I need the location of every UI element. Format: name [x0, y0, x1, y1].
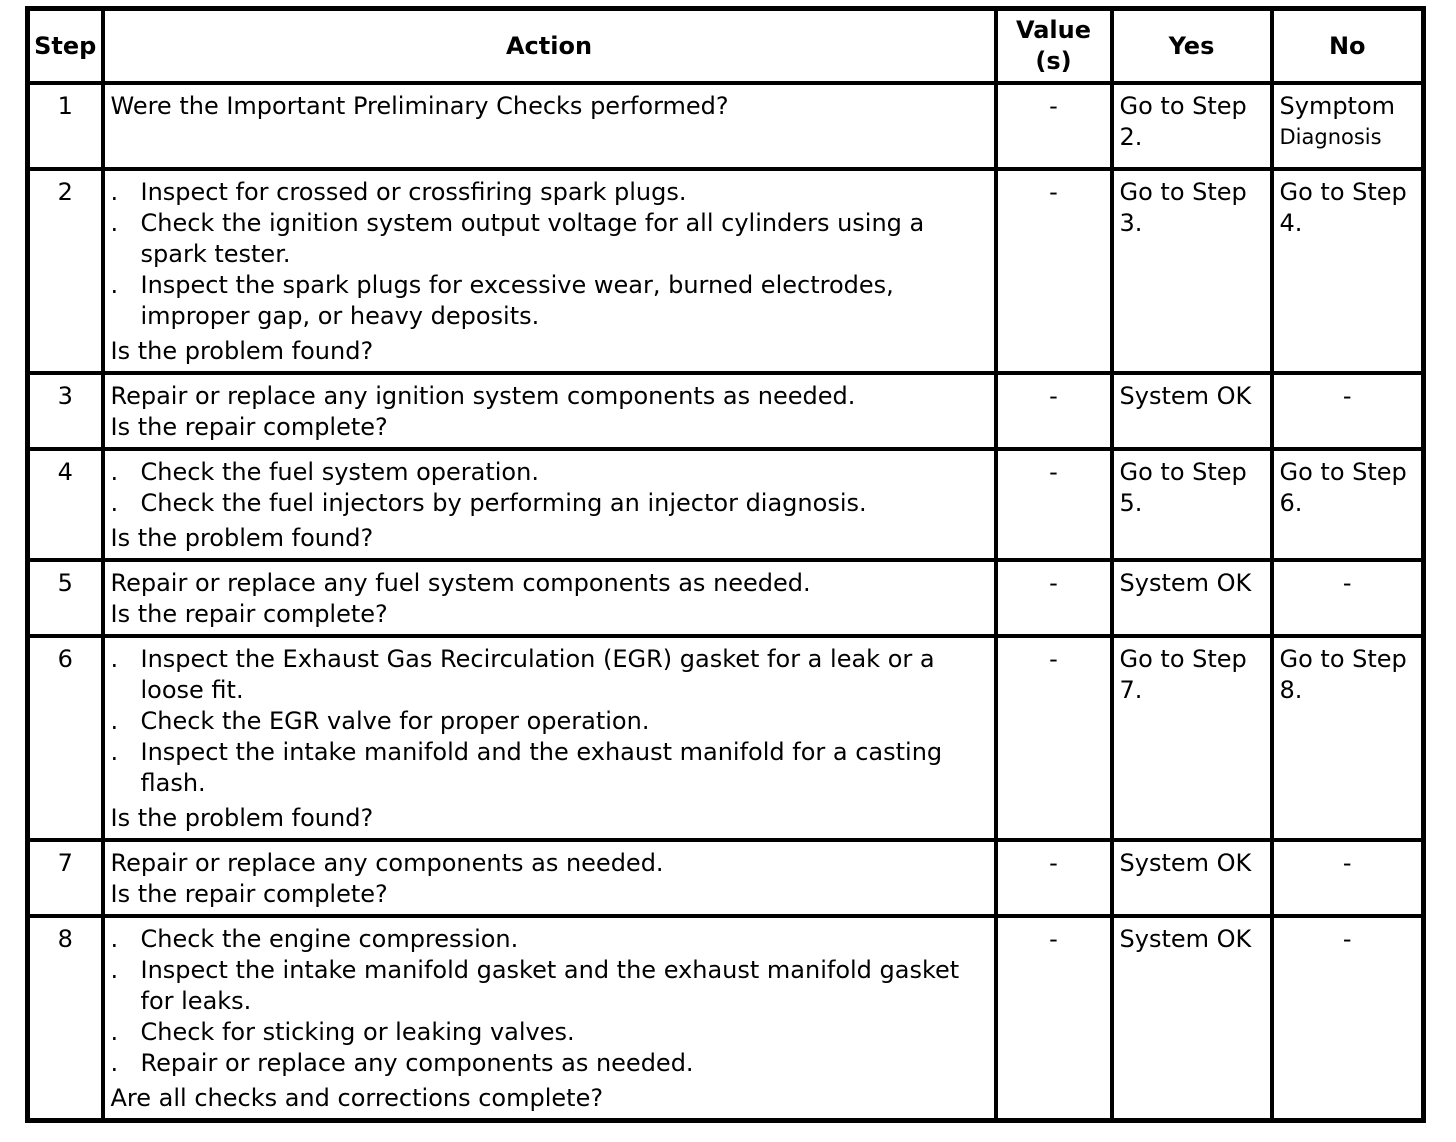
value-cell: -: [996, 373, 1112, 449]
no-cell: -: [1272, 840, 1424, 916]
action-text: Repair or replace any components as needed.: [110, 849, 664, 877]
value-cell: -: [996, 83, 1112, 169]
value-cell: -: [996, 840, 1112, 916]
table-row: [28, 840, 1424, 916]
action-cell: [103, 916, 996, 1121]
action-bullet: . Inspect for crossed or crossfiring spark plugs.: [110, 178, 687, 206]
no-cell: -: [1272, 560, 1424, 636]
table-row: [28, 373, 1424, 449]
no-cell: -: [1272, 373, 1424, 449]
action-bullet: . Check the ignition system output voltage for all cylinders using a spark tester.: [110, 209, 925, 268]
header-step: Step: [28, 9, 103, 84]
step-number: 1: [28, 83, 103, 169]
step-number: 2: [28, 169, 103, 373]
yes-cell: System OK: [1112, 840, 1272, 916]
action-bullet: . Check the EGR valve for proper operation.: [110, 707, 650, 735]
action-question: Are all checks and corrections complete?: [110, 1084, 604, 1112]
action-text: Repair or replace any ignition system components as needed.: [110, 382, 856, 410]
step-number: 4: [28, 449, 103, 560]
value-cell: -: [996, 560, 1112, 636]
action-question: Is the problem found?: [110, 337, 374, 365]
action-bullet: . Inspect the Exhaust Gas Recirculation (EGR) gasket for a leak or a loose fit.: [110, 645, 935, 704]
value-cell: -: [996, 449, 1112, 560]
action-bullet: . Inspect the intake manifold and the exhaust manifold for a casting flash.: [110, 738, 943, 797]
value-cell: -: [996, 169, 1112, 373]
step-number: 6: [28, 636, 103, 840]
action-question: Is the repair complete?: [110, 600, 388, 628]
action-text: Repair or replace any fuel system components as needed.: [110, 569, 811, 597]
yes-cell: Go to Step 2.: [1112, 83, 1272, 169]
table-row: [28, 449, 1424, 560]
action-bullet: . Check the fuel injectors by performing an injector diagnosis.: [110, 489, 867, 517]
action-cell: [103, 169, 996, 373]
action-question: Is the problem found?: [110, 524, 374, 552]
header-value: Value (s): [996, 9, 1112, 84]
action-text: Were the Important Preliminary Checks performed?: [110, 92, 729, 120]
action-bullet: . Check for sticking or leaking valves.: [110, 1018, 575, 1046]
table-row: [28, 916, 1424, 1121]
value-cell: -: [996, 916, 1112, 1121]
no-cell: Go to Step 4.: [1272, 169, 1424, 373]
action-question: Is the repair complete?: [110, 880, 388, 908]
step-number: 3: [28, 373, 103, 449]
no-cell: -: [1272, 916, 1424, 1121]
action-bullet: . Repair or replace any components as needed.: [110, 1049, 694, 1077]
value-cell: -: [996, 636, 1112, 840]
action-bullet: . Check the fuel system operation.: [110, 458, 539, 486]
header-row: [28, 9, 1424, 84]
step-number: 8: [28, 916, 103, 1121]
action-cell: [103, 373, 996, 449]
yes-cell: Go to Step 7.: [1112, 636, 1272, 840]
yes-cell: System OK: [1112, 373, 1272, 449]
yes-cell: Go to Step 5.: [1112, 449, 1272, 560]
action-cell: [103, 449, 996, 560]
yes-cell: System OK: [1112, 560, 1272, 636]
table-row: [28, 636, 1424, 840]
header-no: No: [1272, 9, 1424, 84]
no-cell: Go to Step 6.: [1272, 449, 1424, 560]
action-bullet: . Check the engine compression.: [110, 925, 519, 953]
table-row: [28, 560, 1424, 636]
no-text: Symptom: [1279, 92, 1396, 120]
table-row: [28, 169, 1424, 373]
table-row: [28, 83, 1424, 169]
action-question: Is the repair complete?: [110, 413, 388, 441]
action-question: Is the problem found?: [110, 804, 374, 832]
header-action: Action: [103, 9, 996, 84]
action-cell: [103, 840, 996, 916]
action-bullet: . Inspect the intake manifold gasket and the exhaust manifold gasket for leaks.: [110, 956, 960, 1015]
no-cell: [1272, 83, 1424, 169]
action-cell: [103, 636, 996, 840]
yes-cell: Go to Step 3.: [1112, 169, 1272, 373]
action-bullet: . Inspect the spark plugs for excessive wear, burned electrodes, improper gap, or heavy deposits.: [110, 271, 894, 330]
header-yes: Yes: [1112, 9, 1272, 84]
step-number: 7: [28, 840, 103, 916]
step-number: 5: [28, 560, 103, 636]
no-cell: Go to Step 8.: [1272, 636, 1424, 840]
diagnostic-table: [25, 6, 1426, 1123]
action-cell: [103, 83, 996, 169]
yes-cell: System OK: [1112, 916, 1272, 1121]
no-subtext: Diagnosis: [1279, 125, 1382, 149]
action-cell: [103, 560, 996, 636]
